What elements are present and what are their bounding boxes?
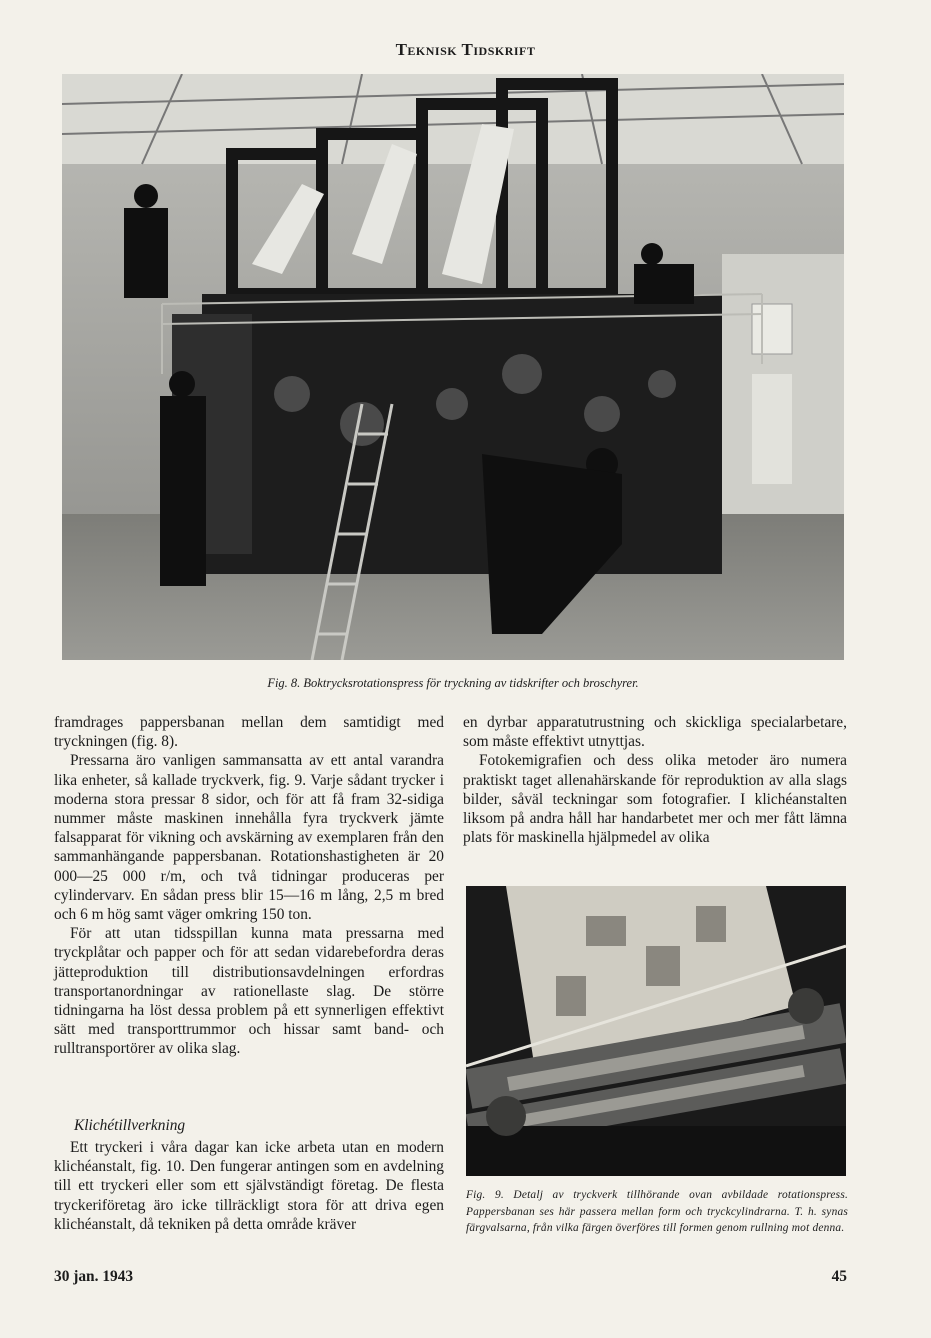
body-column-left bbox=[54, 713, 444, 1059]
fig8-caption: Fig. 8. Boktrycksrotationspress för tryckning av tidskrifter och broschyrer. bbox=[267, 676, 639, 690]
paragraph: Fotokemigrafien och dess olika metoder äro numera praktiskt taget allenahärskande för reproduktion av alla slags bilder, såväl teckningar som fotografier. I klichéanstalten liksom på andra håll har handarbetet mer och mer fått lämna plats för maskinella hjälpmedel av olika bbox=[463, 752, 847, 847]
fig8-press-photo bbox=[62, 74, 844, 660]
issue-date: 30 jan. 1943 bbox=[54, 1268, 134, 1285]
journal-title: Teknisk Tidskrift bbox=[395, 40, 536, 59]
paragraph: Pressarna äro vanligen sammansatta av ett antal varandra lika enheter, så kallade tryckverk, fig. 9. Varje sådant trycker i moderna stora pressar 8 sidor, och för att få fram 32-sidiga nummer måste maskinen innehålla fyra tryckverk jämte falsapparat för vikning och avskärning av exemplaren från den sammanhängande pappersbanan. Rotationshastigheten är 20 000—25 000 r/m, och två tidningar produceras per cylindervarv. En sådan press blir 15—16 m lång, 2,5 m bred och 6 m hög samt väger omkring 150 ton. bbox=[54, 752, 444, 924]
paragraph: Ett tryckeri i våra dagar kan icke arbeta utan en modern klichéanstalt, fig. 10. Den fungerar antingen som en avdelning till ett tryckeri eller som ett självständigt företag. De flesta tryckeriföretag äro icke tillräckligt stora för att driva egen klichéanstalt, då tekniken på detta område kräver bbox=[54, 1139, 444, 1233]
paragraph: För att utan tidsspillan kunna mata pressarna med tryckplåtar och papper och för att sedan vidarebefordra deras jätteproduktion till distributionsavdelningen erfordras transportanordningar av rationellaste slag. De större tidningarna ha löst dessa problem på ett synnerligen effektivt sätt med transporttrummor och hissar samt band- och rulltransportörer av olika slag. bbox=[54, 925, 444, 1058]
body-column-right bbox=[463, 713, 847, 847]
fig9-caption: Fig. 9. Detalj av tryckverk tillhörande ovan avbildade rotationspress. Pappersbanan ses här passera mellan form och tryckcylindrarna. T. h. synas färgvalsarna, från vilka färgen överföres till formen genom rullning mot denna. bbox=[466, 1189, 848, 1234]
section-heading: Klichétillverkning bbox=[74, 1117, 186, 1134]
fig9-printing-unit-photo bbox=[466, 886, 846, 1176]
paragraph: framdrages pappersbanan mellan dem samtidigt med tryckningen (fig. 8). bbox=[54, 714, 444, 751]
paragraph: en dyrbar apparatutrustning och skickliga specialarbetare, som måste effektivt utnyttjas. bbox=[463, 714, 847, 751]
body-column-left-continued bbox=[54, 1138, 444, 1234]
page-number: 45 bbox=[831, 1268, 847, 1285]
